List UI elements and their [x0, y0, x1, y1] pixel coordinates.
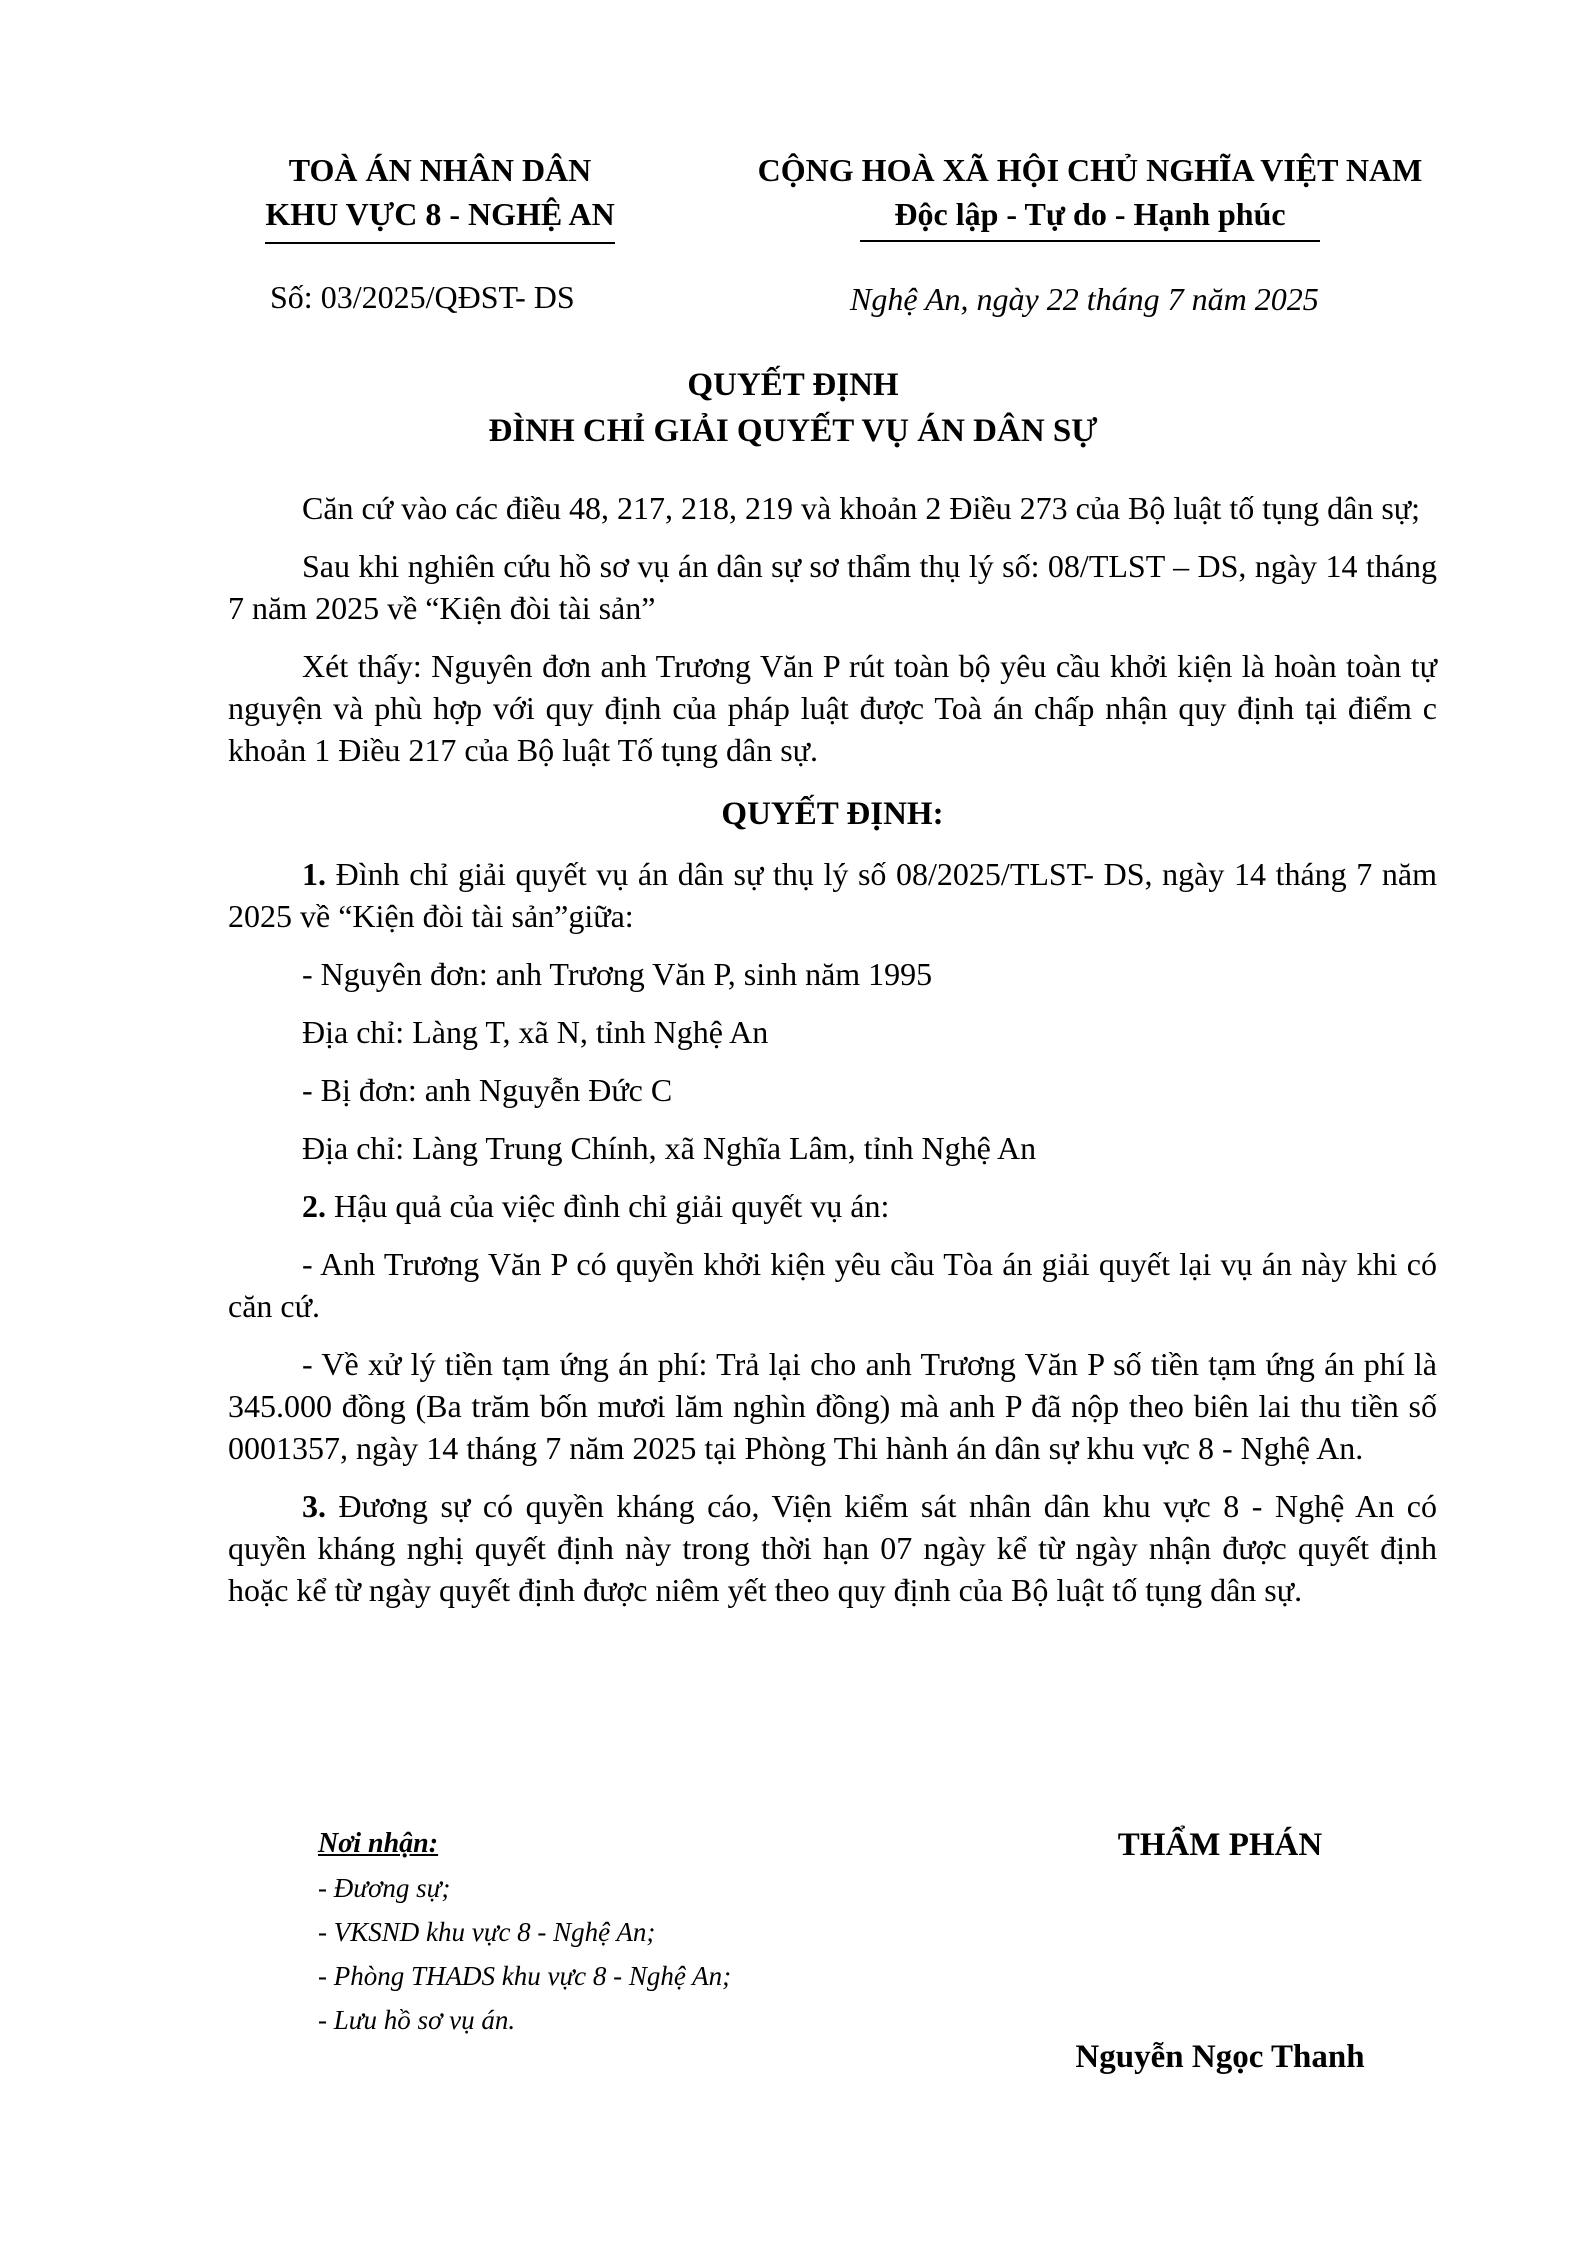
preamble-case-review: Sau khi nghiên cứu hồ sơ vụ án dân sự sơ thẩm thụ lý số: 08/TLST – DS, ngày 14 tháng 7 năm 2025 về “Kiện đòi tài sản”	[228, 548, 1437, 626]
court-header	[215, 148, 665, 244]
defendant-address: Địa chỉ: Làng Trung Chính, xã Nghĩa Lâm, tỉnh Nghệ An	[302, 1130, 1037, 1166]
recipient-item: - VKSND khu vực 8 - Nghệ An;	[318, 1917, 656, 1947]
nation-name: CỘNG HOÀ XÃ HỘI CHỦ NGHĨA VIỆT NAM	[757, 152, 1423, 188]
signer-title: THẨM PHÁN	[1117, 1827, 1323, 1863]
consequence-fee-refund: - Về xử lý tiền tạm ứng án phí: Trả lại cho anh Trương Văn P số tiền tạm ứng án phí là 345.000 đồng (Ba trăm bốn mươi lăm nghìn đồng) mà anh P đã nộp theo biên lai thu tiền số 0001357, ngày 14 tháng 7 năm 2025 tại Phòng Thi hành án dân sự khu vực 8 - Nghệ An.	[228, 1346, 1437, 1466]
recipient-item: - Đương sự;	[318, 1873, 451, 1903]
decision-item-2: 2. Hậu quả của việc đình chỉ giải quyết vụ án:	[302, 1188, 890, 1224]
national-header	[690, 148, 1490, 242]
decision-heading: QUYẾT ĐỊNH:	[721, 796, 944, 832]
recipient-item: - Lưu hồ sơ vụ án.	[318, 2005, 516, 2035]
court-name-line2: KHU VỰC 8 - NGHỆ AN	[215, 192, 665, 244]
recipients-title: Nơi nhận:	[318, 1828, 439, 1859]
motto-underline	[860, 240, 1320, 242]
plaintiff-line: - Nguyên đơn: anh Trương Văn P, sinh năm 1995	[302, 956, 933, 992]
decision-item-3: 3. Đương sự có quyền kháng cáo, Viện kiểm sát nhân dân khu vực 8 - Nghệ An có quyền kháng nghị quyết định này trong thời hạn 07 ngày kể từ ngày nhận được quyết định hoặc kể từ ngày quyết định được niêm yết theo quy định của Bộ luật tố tụng dân sự.	[228, 1488, 1437, 1608]
defendant-line: - Bị đơn: anh Nguyễn Đức C	[302, 1072, 673, 1108]
recipient-item: - Phòng THADS khu vực 8 - Nghệ An;	[318, 1961, 732, 1991]
consequence-refile: - Anh Trương Văn P có quyền khởi kiện yêu cầu Tòa án giải quyết lại vụ án này khi có căn cứ.	[228, 1246, 1437, 1324]
plaintiff-address: Địa chỉ: Làng T, xã N, tỉnh Nghệ An	[302, 1014, 769, 1050]
preamble-legal-basis: Căn cứ vào các điều 48, 217, 218, 219 và khoản 2 Điều 273 của Bộ luật tố tụng dân sự;	[302, 490, 1421, 526]
signer-name: Nguyễn Ngọc Thanh	[1075, 2039, 1365, 2075]
decision-number: Số: 03/2025/QĐST- DS	[270, 279, 575, 315]
nation-motto: Độc lập - Tự do - Hạnh phúc	[894, 196, 1286, 232]
court-name-line1: TOÀ ÁN NHÂN DÂN	[288, 152, 592, 188]
document-title: QUYẾT ĐỊNH	[687, 367, 899, 403]
document-subtitle: ĐÌNH CHỈ GIẢI QUYẾT VỤ ÁN DÂN SỰ	[488, 413, 1098, 449]
place-date: Nghệ An, ngày 22 tháng 7 năm 2025	[850, 281, 1319, 317]
decision-item-1: 1. Đình chỉ giải quyết vụ án dân sự thụ lý số 08/2025/TLST- DS, ngày 14 tháng 7 năm 2025 về “Kiện đòi tài sản”giữa:	[228, 856, 1437, 934]
recipients-block	[318, 1822, 731, 2042]
document-body	[228, 487, 1437, 1627]
preamble-consideration: Xét thấy: Nguyên đơn anh Trương Văn P rút toàn bộ yêu cầu khởi kiện là hoàn toàn tự nguyện và phù hợp với quy định của pháp luật được Toà án chấp nhận quy định tại điểm c khoản 1 Điều 217 của Bộ luật Tố tụng dân sự.	[228, 648, 1437, 768]
